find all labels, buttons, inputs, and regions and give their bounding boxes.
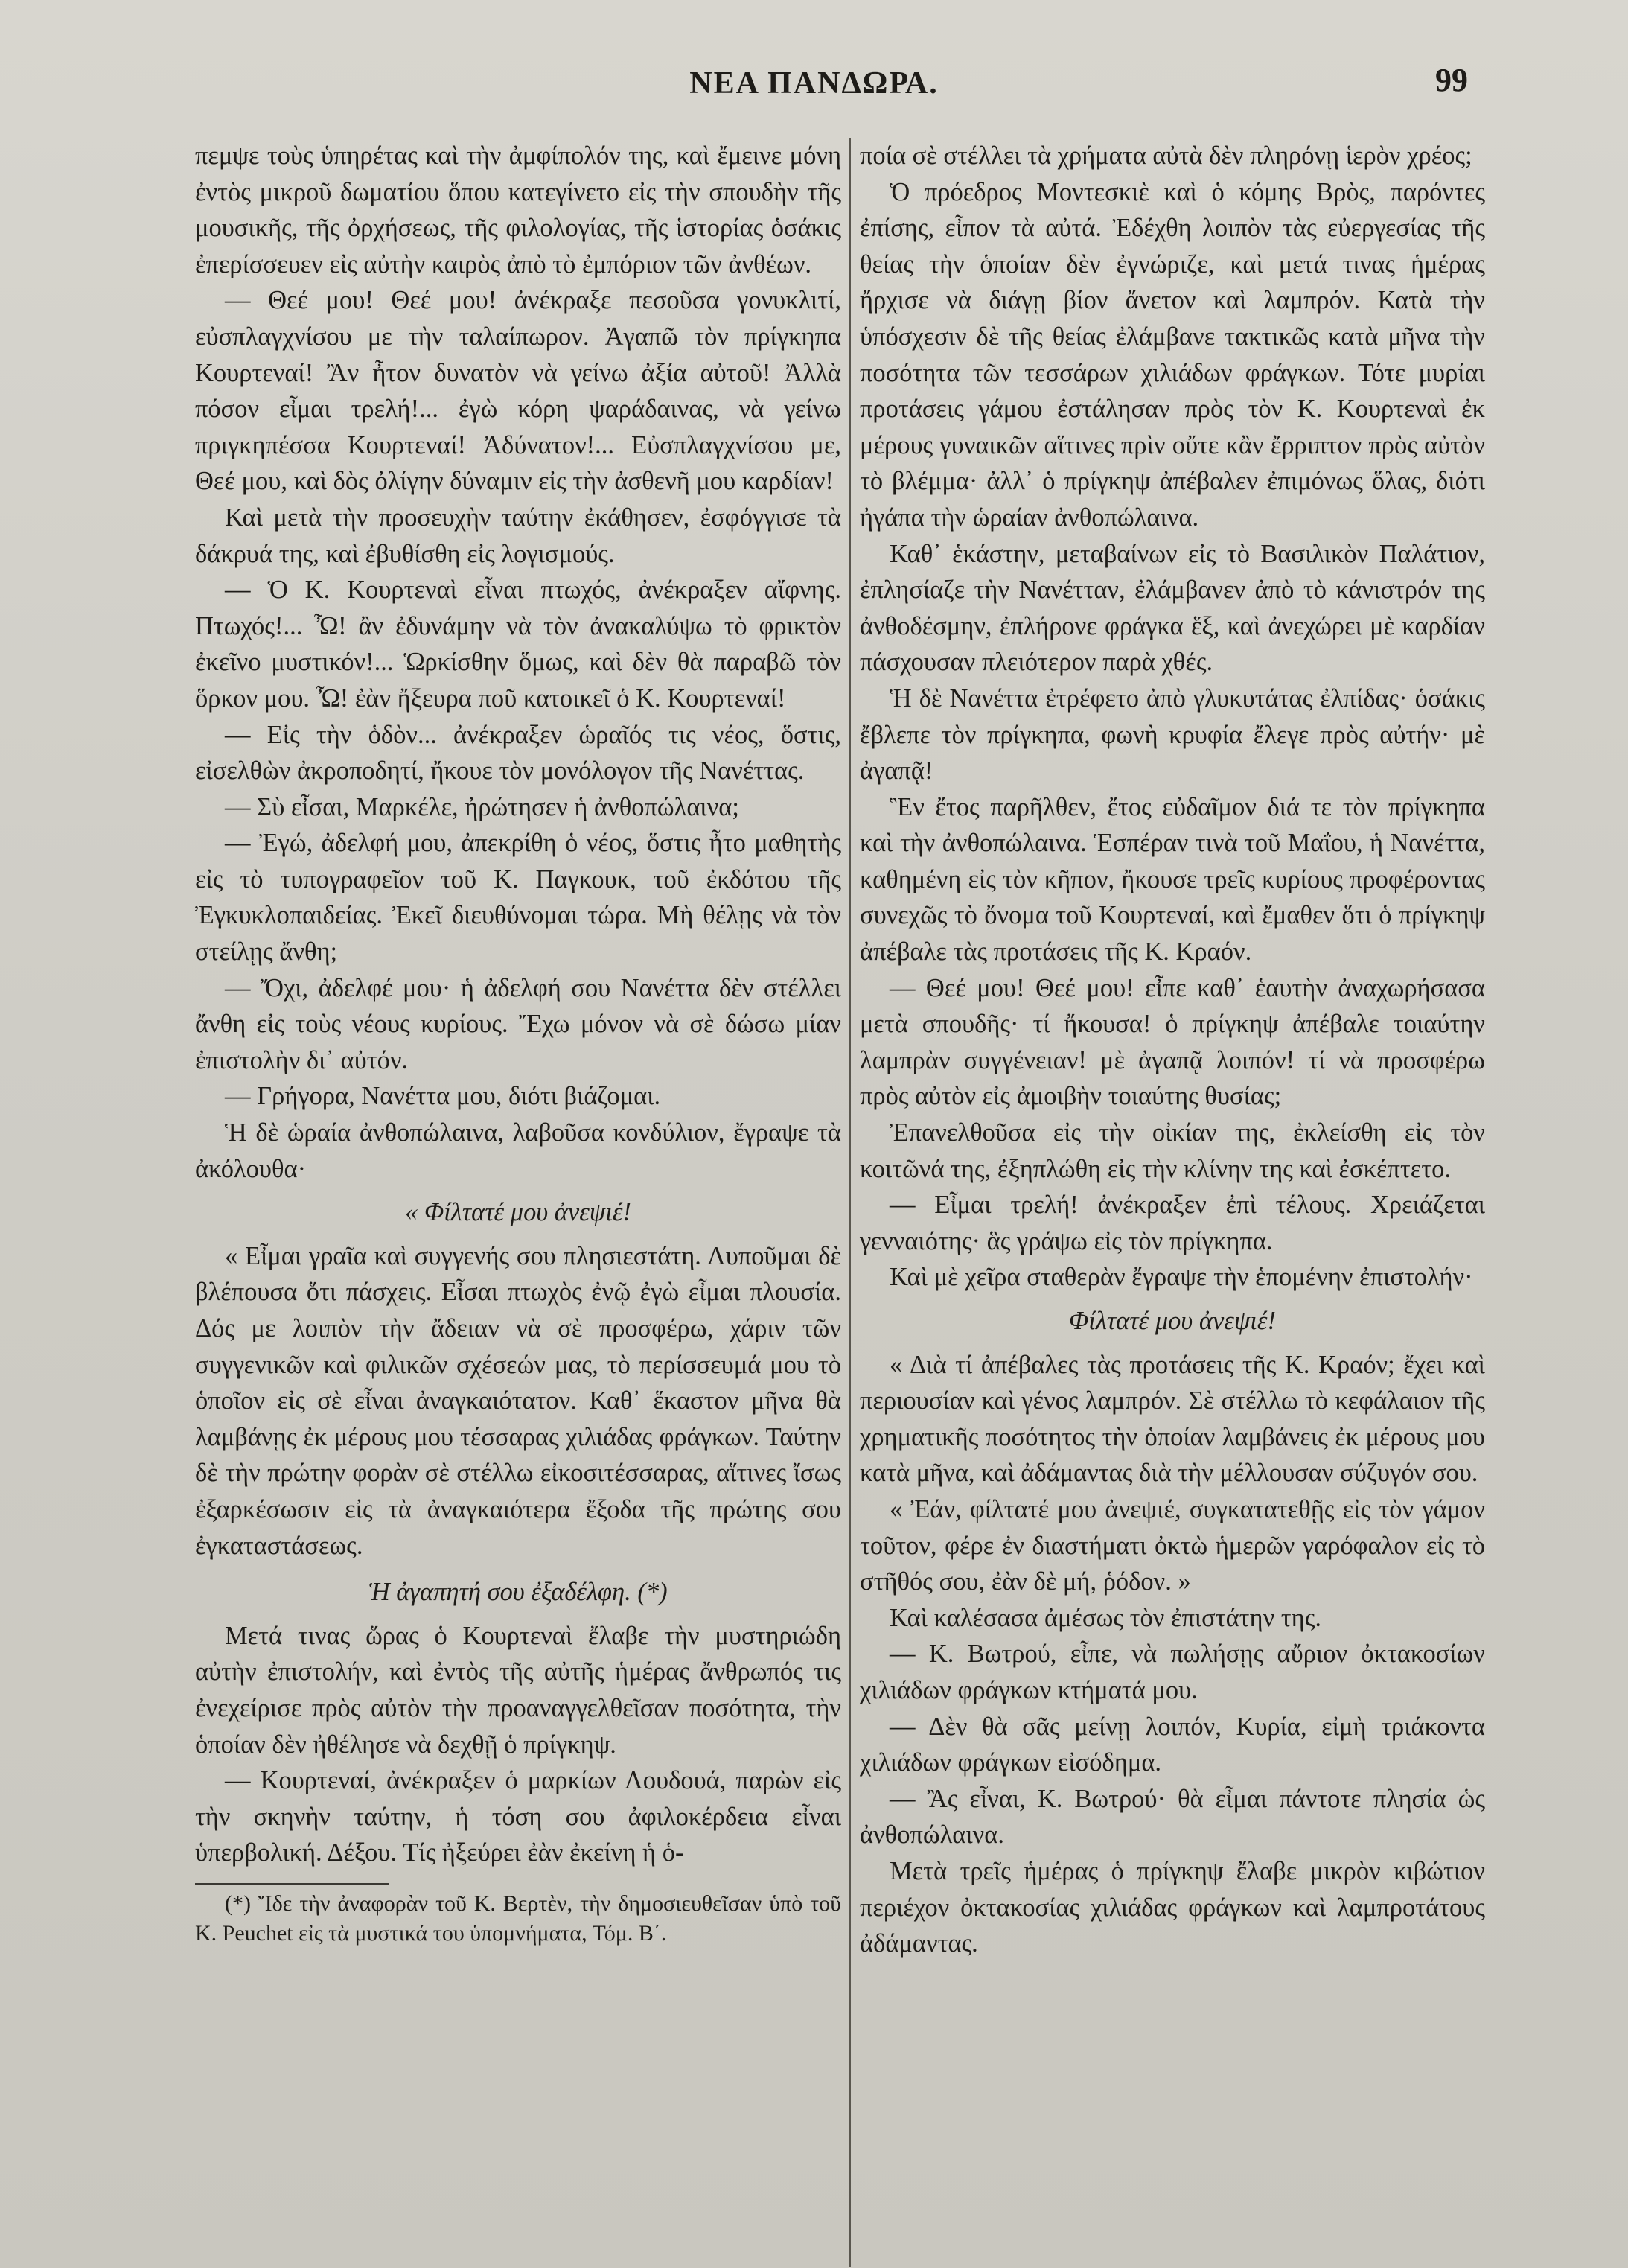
paragraph: Ἡ δὲ Νανέττα ἐτρέφετο ἀπὸ γλυκυτάτας ἐλπίδας· ὁσάκις ἔβλεπε τὸν πρίγκηπα, φωνὴ κρυφία ἔλεγε πρὸς αὐτήν· μὲ ἀγαπᾷ! bbox=[860, 684, 1485, 786]
paragraph: — Ἂς εἶναι, Κ. Βωτρού· θὰ εἶμαι πάντοτε πλησία ὡς ἀνθοπώλαινα. bbox=[860, 1784, 1485, 1850]
paragraph: Καὶ μετὰ τὴν προσευχὴν ταύτην ἐκάθησεν, ἐσφόγγισε τὰ δάκρυά της, καὶ ἐβυθίσθη εἰς λογισμούς. bbox=[195, 503, 841, 568]
letter-postscript: « Ἐάν, φίλτατέ μου ἀνεψιέ, συγκατατεθῇς εἰς τὸν γάμον τοῦτον, φέρε ἐν διαστήματι ὀκτὼ ἡμερῶν γαρόφαλον εἰς τὸ στῆθός σου, ἐὰν δὲ μή, ῥόδον. » bbox=[860, 1494, 1485, 1596]
page-header bbox=[0, 62, 1628, 118]
paragraph: Καὶ καλέσασα ἀμέσως τὸν ἐπιστάτην της. bbox=[890, 1603, 1321, 1632]
paragraph: — Ἐγώ, ἀδελφή μου, ἀπεκρίθη ὁ νέος, ὅστις ἦτο μαθητὴς εἰς τὸ τυπογραφεῖον τοῦ Κ. Παγκουκ, τοῦ ἐκδότου τῆς Ἐγκυκλοπαιδείας. Ἐκεῖ διευθύνομαι τώρα. Μὴ θέλῃς νὰ τὸν στείλῃς ἄνθη; bbox=[195, 829, 841, 966]
letter-salutation: « Φίλτατέ μου ἀνεψιέ! bbox=[405, 1198, 631, 1227]
paragraph: — Ὄχι, ἀδελφέ μου· ἡ ἀδελφή σου Νανέττα δὲν στέλλει ἄνθη εἰς τοὺς νέους κυρίους. Ἔχω μόνον νὰ σὲ δώσω μίαν ἐπιστολὴν δι᾽ αὐτόν. bbox=[195, 973, 841, 1074]
paragraph: Ἓν ἔτος παρῆλθεν, ἔτος εὐδαῖμον διά τε τὸν πρίγκηπα καὶ τὴν ἀνθοπώλαινα. Ἑσπέραν τινὰ τοῦ Μαΐου, ἡ Νανέττα, καθημένη εἰς τὸν κῆπον, ἤκουσε τρεῖς κυρίους προφέροντας συνεχῶς τὸ ὄνομα τοῦ Κουρτεναί, καὶ ἔμαθεν ὅτι ὁ πρίγκηψ ἀπέβαλε τὰς προτάσεις τῆς Κ. Κραόν. bbox=[860, 792, 1485, 966]
letter-body: « Εἶμαι γραῖα καὶ συγγενής σου πλησιεστάτη. Λυποῦμαι δὲ βλέπουσα ὅτι πάσχεις. Εἶσαι πτωχὸς ἐνῷ ἐγὼ εἶμαι πλουσία. Δός με λοιπὸν τὴν ἄδειαν νὰ σὲ προσφέρω, χάριν τῶν συγγενικῶν καὶ φιλικῶν σχέσεών μας, τὸ περίσσευμά μου τὸ ὁποῖον εἰς σὲ εἶναι ἀναγκαιότατον. Καθ᾽ ἕκαστον μῆνα θὰ λαμβάνῃς ἐκ μέρους μου τέσσαρας χιλιάδας φράγκων. Ταύτην δὲ τὴν πρώτην φορὰν σὲ στέλλω εἰκοσιτέσσαρας, αἵτινες ἴσως ἐξαρκέσωσιν εἰς τὰ ἀναγκαιότερα ἔξοδα τῆς πρώτης σου ἐγκαταστάσεως. bbox=[195, 1241, 841, 1560]
paragraph: — Θεέ μου! Θεέ μου! ἀνέκραξε πεσοῦσα γονυκλιτί, εὐσπλαγχνίσου με τὴν ταλαίπωρον. Ἀγαπῶ τὸν πρίγκηπα Κουρτεναί! Ἂν ἦτον δυνατὸν νὰ γείνω ἀξία αὐτοῦ! Ἀλλὰ πόσον εἶμαι τρελή!... ἐγὼ κόρη ψαράδαινας, νὰ γείνω πριγκηπέσσα Κουρτεναί! Ἀδύνατον!... Εὐσπλαγχνίσου με, Θεέ μου, καὶ δὸς ὀλίγην δύναμιν εἰς τὴν ἀσθενῆ μου καρδίαν! bbox=[195, 286, 841, 496]
letter-salutation: Φίλτατέ μου ἀνεψιέ! bbox=[1069, 1307, 1276, 1335]
paragraph: Καθ᾽ ἑκάστην, μεταβαίνων εἰς τὸ Βασιλικὸν Παλάτιον, ἐπλησίαζε τὴν Νανέτταν, ἐλάμβανεν ἀπὸ τὸ κάνιστρόν της ἀνθοδέσμην, ἐπλήρονε φράγκα ἕξ, καὶ ἀνεχώρει μὲ καρδίαν πάσχουσαν πλειότερον παρὰ χθές. bbox=[860, 539, 1485, 677]
running-title: ΝΕΑ ΠΑΝΔΩΡΑ. bbox=[689, 66, 939, 101]
column-divider bbox=[849, 138, 851, 2267]
paragraph: — Δὲν θὰ σᾶς μείνῃ λοιπόν, Κυρία, εἰμὴ τριάκοντα χιλιάδων φράγκων εἰσόδημα. bbox=[860, 1712, 1485, 1777]
paragraph: — Κουρτεναί, ἀνέκραξεν ὁ μαρκίων Λουδουά, παρὼν εἰς τὴν σκηνὴν ταύτην, ἡ τόση σου ἀφιλοκέρδεια εἶναι ὑπερβολική. Δέξου. Τίς ἠξεύρει ἐὰν ἐκείνη ἡ ὁ- bbox=[195, 1766, 841, 1867]
paragraph: Ἐπανελθοῦσα εἰς τὴν οἰκίαν της, ἐκλείσθη εἰς τὸν κοιτῶνά της, ἐξηπλώθη εἰς τὴν κλίνην της καὶ ἐσκέπτετο. bbox=[860, 1118, 1485, 1183]
paragraph: ποία σὲ στέλλει τὰ χρήματα αὐτὰ δὲν πληρόνῃ ἱερὸν χρέος; bbox=[860, 141, 1472, 170]
paragraph: — Ὁ Κ. Κουρτεναὶ εἶναι πτωχός, ἀνέκραξεν αἴφνης. Πτωχός!... Ὦ! ἂν ἐδυνάμην νὰ τὸν ἀνακαλύψω τὸ φρικτὸν ἐκεῖνο μυστικόν!... Ὡρκίσθην ὅμως, καὶ δὲν θὰ παραβῶ τὸν ὅρκον μου. Ὦ! ἐὰν ἤξευρα ποῦ κατοικεῖ ὁ Κ. Κουρτεναί! bbox=[195, 576, 841, 713]
paragraph: — Γρήγορα, Νανέττα μου, διότι βιάζομαι. bbox=[225, 1082, 661, 1111]
paragraph: — Εἰς τὴν ὁδὸν... ἀνέκραξεν ὡραῖός τις νέος, ὅστις, εἰσελθὼν ἀκροποδητί, ἤκουε τὸν μονόλογον τῆς Νανέττας. bbox=[195, 720, 841, 786]
paragraph: Ἡ δὲ ὡραία ἀνθοπώλαινα, λαβοῦσα κονδύλιον, ἔγραψε τὰ ἀκόλουθα· bbox=[195, 1118, 841, 1183]
paragraph: Ὁ πρόεδρος Μοντεσκιὲ καὶ ὁ κόμης Βρὸς, παρόντες ἐπίσης, εἶπον τὰ αὐτά. Ἐδέχθη λοιπὸν τὰς εὐεργεσίας τῆς θείας τὴν ὁποίαν δὲν ἐγνώριζε, καὶ μετά τινας ἡμέρας ἤρχισε νὰ διάγῃ βίον ἄνετον καὶ λαμπρόν. Κατὰ τὴν ὑπόσχεσιν δὲ τῆς θείας ἐλάμβανε τακτικῶς κατὰ μῆνα τὴν ποσότητα τῶν τεσσάρων χιλιάδων φράγκων. Τότε μυρίαι προτάσεις γάμου ἐστάλησαν πρὸς τὸν Κ. Κουρτεναὶ ἐκ μέρους γυναικῶν αἵτινες πρὶν οὔτε κἂν ἔρριπτον πρὸς αὐτὸν τὸ βλέμμα· ἀλλ᾽ ὁ πρίγκηψ ἀπέβαλεν ἐπιμόνως ὅλας, διότι ἠγάπα τὴν ὡραίαν ἀνθοπώλαινα. bbox=[860, 177, 1485, 532]
left-column bbox=[195, 138, 841, 1949]
paragraph: — Σὺ εἶσαι, Μαρκέλε, ἠρώτησεν ἡ ἀνθοπώλαινα; bbox=[225, 792, 739, 821]
letter-signature: Ἡ ἀγαπητή σου ἐξαδέλφη. (*) bbox=[368, 1578, 668, 1607]
paragraph: — Θεέ μου! Θεέ μου! εἶπε καθ᾽ ἑαυτὴν ἀναχωρήσασα μετὰ σπουδῆς· τί ἤκουσα! ὁ πρίγκηψ ἀπέβαλε τοιαύτην λαμπρὰν συγγένειαν! μὲ ἀγαπᾷ λοιπόν! τί νὰ προσφέρω πρὸς αὐτὸν εἰς ἀμοιβὴν τοιαύτης θυσίας; bbox=[860, 973, 1485, 1111]
paragraph: — Εἶμαι τρελή! ἀνέκραξεν ἐπὶ τέλους. Χρειάζεται γενναιότης· ἃς γράψω εἰς τὸν πρίγκηπα. bbox=[860, 1191, 1485, 1255]
footnote-rule bbox=[195, 1883, 389, 1885]
right-column bbox=[860, 138, 1485, 1962]
page-number: 99 bbox=[1435, 62, 1468, 98]
paragraph: — Κ. Βωτρού, εἶπε, νὰ πωλήσῃς αὔριον ὀκτακοσίων χιλιάδων φράγκων κτήματά μου. bbox=[860, 1640, 1485, 1704]
letter-body: « Διὰ τί ἀπέβαλες τὰς προτάσεις τῆς Κ. Κραόν; ἔχει καὶ περιουσίαν καὶ γένος λαμπρόν. Σὲ στέλλω τὸ κεφάλαιον τῆς χρηματικῆς ποσότητος τὴν ὁποίαν λαμβάνεις ἐκ μέρους μου κατὰ μῆνα, καὶ ἀδάμαντας διὰ τὴν μέλλουσαν σύζυγόν σου. bbox=[860, 1350, 1485, 1488]
paragraph: Μετά τινας ὥρας ὁ Κουρτεναὶ ἔλαβε τὴν μυστηριώδη αὐτὴν ἐπιστολήν, καὶ ἐντὸς τῆς αὐτῆς ἡμέρας ἄνθρωπός τις ἐνεχείρισε πρὸς αὐτὸν τὴν προαναγγελθεῖσαν ποσότητα, τὴν ὁποίαν δὲν ἠθέλησε νὰ δεχθῇ ὁ πρίγκηψ. bbox=[195, 1621, 841, 1759]
paragraph: Καὶ μὲ χεῖρα σταθερὰν ἔγραψε τὴν ἑπομένην ἐπιστολήν· bbox=[890, 1263, 1473, 1292]
paragraph: πεμψε τοὺς ὑπηρέτας καὶ τὴν ἀμφίπολόν της, καὶ ἔμεινε μόνη ἐντὸς μικροῦ δωματίου ὅπου κατεγίνετο εἰς τὴν σπουδὴν τῆς μουσικῆς, τῆς ὀρχήσεως, τῆς φιλολογίας, τῆς ἱστορίας ὁσάκις ἐπερίσσευεν εἰς αὐτὴν καιρὸς ἀπὸ τὸ ἐμπόριον τῶν ἀνθέων. bbox=[195, 141, 841, 278]
footnote: (*) Ἴδε τὴν ἀναφορὰν τοῦ Κ. Βερτὲν, τὴν δημοσιευθεῖσαν ὑπὸ τοῦ Κ. Peuchet εἰς τὰ μυστικά του ὑπομνήματα, Τόμ. Β΄. bbox=[195, 1890, 841, 1946]
paragraph: Μετὰ τρεῖς ἡμέρας ὁ πρίγκηψ ἔλαβε μικρὸν κιβώτιον περιέχον ὀκτακοσίας χιλιάδας φράγκων καὶ λαμπροτάτους ἀδάμαντας. bbox=[860, 1856, 1485, 1958]
